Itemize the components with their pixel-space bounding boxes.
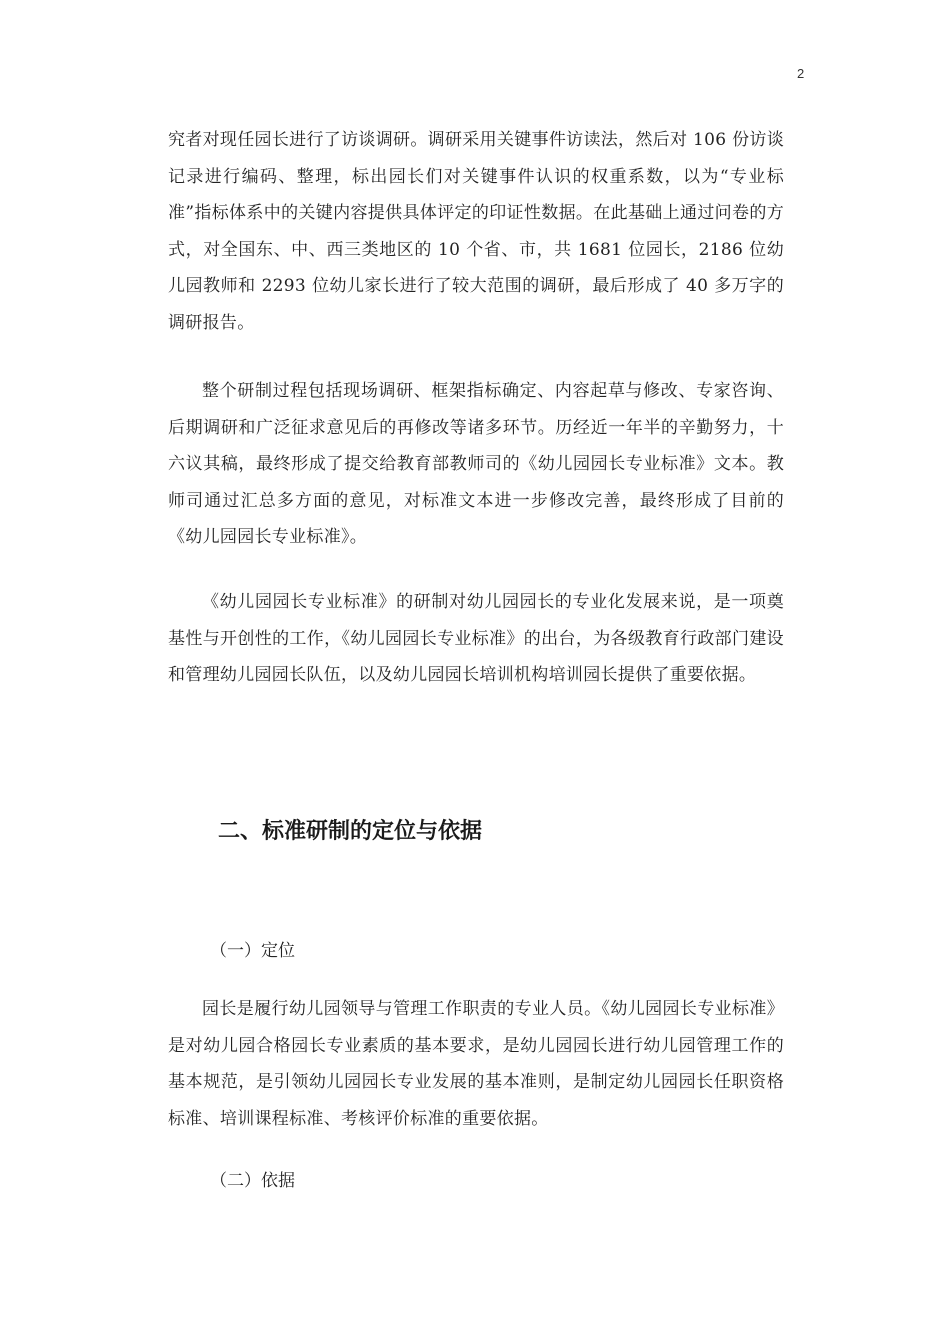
subheading-basis: （二）依据 [210,1171,295,1191]
section-heading: 二、标准研制的定位与依据 [218,819,483,844]
subheading-positioning: （一）定位 [210,941,295,961]
paragraph-research-interviews: 究者对现任园长进行了访谈调研。调研采用关键事件访读法，然后对 106 份访谈记录进行编码、整理，标出园长们对关键事件认识的权重系数，以为“专业标准”指标体系中的关键内容提供具体评定的印证性数据。在此基础上通过问卷的方式，对全国东、中、西三类地区的 10 个省、市，共 1681 位园长，2186 位幼儿园教师和 2293 位幼儿家长进行了较大范围的调研，最后形成了 40 多万字的调研报告。 [168,130,784,333]
paragraph-positioning: 园长是履行幼儿园领导与管理工作职责的专业人员。《幼儿园园长专业标准》是对幼儿园合格园长专业素质的基本要求，是幼儿园园长进行幼儿园管理工作的基本规范，是引领幼儿园园长专业发展的基本准则，是制定幼儿园园长任职资格标准、培训课程标准、考核评价标准的重要依据。 [168,999,784,1129]
paragraph-drafting-process: 整个研制过程包括现场调研、框架指标确定、内容起草与修改、专家咨询、后期调研和广泛征求意见后的再修改等诸多环节。历经近一年半的辛勤努力，十六议其稿，最终形成了提交给教育部教师司的《幼儿园园长专业标准》文本。教师司通过汇总多方面的意见，对标准文本进一步修改完善，最终形成了目前的《幼儿园园长专业标准》。 [168,381,784,547]
page-number: 2 [797,66,805,81]
paragraph-significance: 《幼儿园园长专业标准》的研制对幼儿园园长的专业化发展来说，是一项奠基性与开创性的工作，《幼儿园园长专业标准》的出台，为各级教育行政部门建设和管理幼儿园园长队伍，以及幼儿园园长培训机构培训园长提供了重要依据。 [168,592,784,685]
